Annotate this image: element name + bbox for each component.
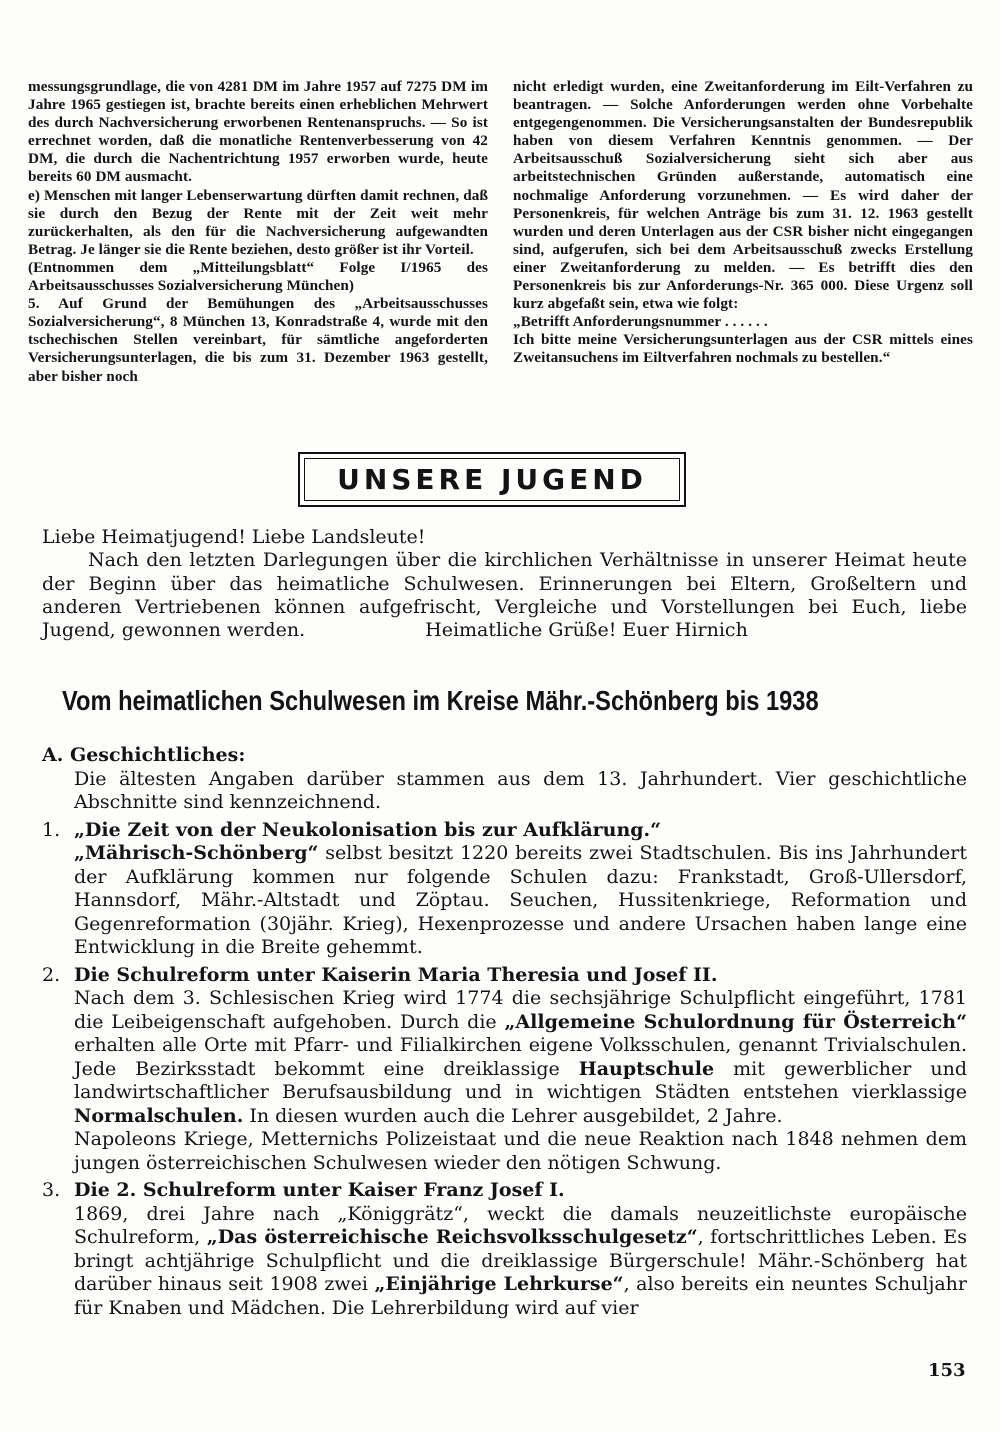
paragraph: messungsgrundlage, die von 4281 DM im Jahre 1957 auf 7275 DM im Jahre 1965 gestiegen ist, brachte bereits einen erheblichen Mehrwert des durch Nachversicherung erworbenen Rentenanspruchs. — So ist errechnet worden, daß die monatliche Rentenverbesserung von 42 DM, die durch die Nachentrichtung 1957 erworben wurde, heute bereits 60 DM ausmacht. — [28, 78, 488, 186]
article-heading: Vom heimatlichen Schulwesen im Kreise Mähr.-Schönberg bis 1938 — [62, 685, 819, 716]
paragraph: nicht erledigt wurden, eine Zweitanforderung im Eilt-Verfahren zu beantragen. — Solche Anforderungen werden ohne Vorbehalte entgegengenommen. Die Versicherungsanstalten der Bundesrepublik haben von diesem Verfahren Kenntnis genommen. — Der Arbeitsausschuß Sozialversicherung sieht sich aber aus arbeitstechnischen Gründen außerstande, automatisch eine nochmalige Anforderung vorzunehmen. — Es wird daher der Personenkreis, für welchen Anträge bis zum 31. 12. 1963 gestellt wurden und deren Unterlagen aus der CSR bisher nicht eingegangen sind, aufgerufen, sich bei dem Arbeitsausschuß zwecks Erstellung einer Zweitanforderung zu melden. — Es betrifft dies den Personenkreis bis zur Anforderungs-Nr. 365 000. Diese Urgenz soll kurz abgefaßt sein, etwa wie folgt: — [513, 78, 973, 313]
item-text: , fortschrittliches Leben. Es bringt achtjährige Schulpflicht und die dreiklassige Bürgerschule! Mähr.-Schönberg hat darüber hinaus seit 1908 zwei — [74, 1226, 967, 1295]
paragraph: Ich bitte meine Versicherungsunterlagen aus der CSR mittels eines Zweitansuchens im Eiltverfahren nochmals zu bestellen.“ — [513, 331, 973, 367]
list-item — [42, 819, 967, 960]
section-title-box — [298, 452, 686, 507]
emphasis: „Allgemeine Schulordnung für Österreich“ — [504, 1010, 967, 1033]
item-content — [74, 819, 967, 960]
intro-body — [42, 549, 967, 642]
item-number: 2. — [42, 963, 61, 986]
signature: Heimatliche Grüße! Euer Hirnich — [425, 619, 748, 642]
item-lead: „Mährisch-Schönberg“ — [74, 842, 319, 864]
emphasis: Hauptschule — [578, 1057, 715, 1080]
item-text: erhalten alle Orte mit Pfarr- und Filialkirchen eigene Volksschulen, genannt Trivialschulen. Jede Bezirksstadt bekommt eine dreiklassige — [74, 1034, 967, 1080]
page-number: 153 — [928, 1360, 966, 1381]
emphasis: „Einjährige Lehrkurse“ — [374, 1273, 624, 1295]
item-content — [74, 964, 967, 1176]
item-number: 3. — [42, 1179, 61, 1201]
article-body — [42, 744, 967, 1320]
item-text: selbst besitzt 1220 bereits zwei Stadtschulen. Bis ins Jahrhundert der Aufklärung kommen nur folgende Schulen dazu: Frankstadt, Groß-Ullersdorf, Hannsdorf, Mähr.-Altstadt und Zöptau. Seuchen, Hussitenkriege, Reformation und Gegenreformation (30jähr. Krieg), Hexenprozesse und andere Ursachen haben lange eine Entwicklung in die Breite gehemmt. — [74, 842, 967, 958]
section-title: UNSERE JUGEND — [337, 463, 647, 496]
list-item — [42, 964, 967, 1176]
item-text: In diesen wurden auch die Lehrer ausgebildet, 2 Jahre. — [243, 1104, 783, 1127]
greeting: Liebe Heimatjugend! Liebe Landsleute! — [42, 526, 426, 548]
paragraph: „Betrifft Anforderungsnummer . . . . . . — [513, 313, 768, 331]
item-content — [74, 1179, 967, 1320]
item-text: mit gewerblicher und landwirtschaftlicher Berufsausbildung und in wichtigen Städten entstehen vierklassige — [74, 1057, 967, 1103]
list-item — [42, 1179, 967, 1320]
paragraph: e) Menschen mit langer Lebenserwartung dürften damit rechnen, daß sie durch den Bezug der Rente mit der Zeit weit mehr zurückerhalten, als den für die Nachversicherung aufgewandten Betrag. Je länger sie die Rente beziehen, desto größer ist ihr Vorteil. — [28, 186, 488, 258]
right-column — [513, 78, 973, 386]
item-title: Die Schulreform unter Kaiserin Maria Theresia und Josef II. — [74, 963, 718, 986]
paragraph: (Entnommen dem „Mitteilungsblatt“ Folge I/1965 des Arbeitsausschusses Sozialversicherung München) — [28, 258, 488, 295]
paragraph: 5. Auf Grund der Bemühungen des „Arbeitsausschusses Sozialversicherung“, 8 München 13, Konradstraße 4, wurde mit den tschechischen Stellen vereinbart, für sämtliche angeforderten Versicherungsunterlagen, die bis zum 31. Dezember 1963 gestellt, aber bisher noch — [28, 295, 488, 385]
item-text: 1869, drei Jahre nach „Königgrätz“, weckt die damals neuzeitlichste europäische Schulreform, — [74, 1202, 967, 1248]
emphasis: „Das österreichische Reichsvolksschulgesetz“ — [206, 1226, 698, 1248]
section-a-body: Die ältesten Angaben darüber stammen aus dem 13. Jahrhundert. Vier geschichtliche Abschnitte sind kennzeichnend. — [74, 767, 967, 813]
item-title: Die 2. Schulreform unter Kaiser Franz Josef I. — [74, 1179, 565, 1201]
item-title: „Die Zeit von der Neukolonisation bis zur Aufklärung.“ — [74, 818, 662, 841]
item-text: , also bereits ein neuntes Schuljahr für Knaben und Mädchen. Die Lehrerbildung wird auf vier — [74, 1273, 967, 1319]
item-text: Nach dem 3. Schlesischen Krieg wird 1774 die sechsjährige Schulpflicht eingeführt, 1781 die Leibeigenschaft aufgehoben. Durch die — [74, 987, 967, 1033]
section-a-heading — [42, 744, 967, 768]
two-column-text — [28, 78, 973, 386]
emphasis: Normalschulen. — [74, 1104, 244, 1127]
item-paragraph: Napoleons Kriege, Metternichs Polizeistaat und die neue Reaktion nach 1848 nehmen dem jungen österreichischen Schulwesen wieder den nötigen Schwung. — [74, 1128, 967, 1174]
intro-text: Nach den letzten Darlegungen über die kirchlichen Verhältnisse in unserer Heimat heute der Beginn über das heimatliche Schulwesen. Erinnerungen bei Eltern, Großeltern und anderen Vertriebenen können aufgefrischt, Vergleiche und Vorstellungen bei Euch, liebe Jugend, gewonnen werden. — [42, 549, 967, 642]
intro-block — [42, 526, 967, 642]
item-number: 1. — [42, 818, 61, 841]
left-column — [28, 78, 488, 386]
section-a-label: A. Geschichtliches: — [42, 744, 246, 766]
